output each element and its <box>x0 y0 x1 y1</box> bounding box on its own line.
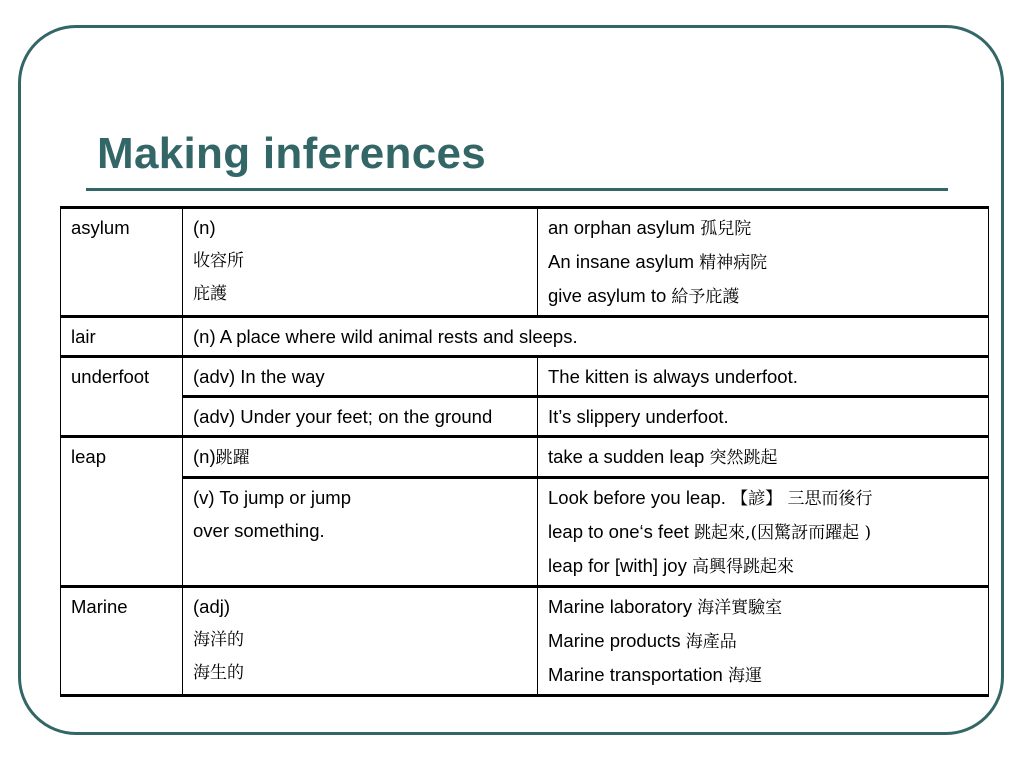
definition-text: (adv) In the way <box>193 366 325 387</box>
table-row <box>61 208 989 317</box>
example-line: It’s slippery underfoot. <box>548 406 729 427</box>
example-line: The kitten is always underfoot. <box>548 366 798 387</box>
word-label: leap <box>71 446 106 467</box>
example-cell <box>538 478 989 587</box>
example-line: take a sudden leap 突然跳起 <box>548 446 778 468</box>
example-line: leap for [with] joy 高興得跳起來 <box>548 555 794 577</box>
definition-text: (adv) Under your feet; on the ground <box>193 406 493 427</box>
example-line: leap to one‘s feet 跳起來,(因驚訝而躍起 ) <box>548 521 872 543</box>
table-row <box>61 357 989 397</box>
example-cell <box>538 437 989 478</box>
definition-text: (n)跳躍 <box>193 446 250 468</box>
definition-text: (v) To jump or jump <box>193 487 351 508</box>
slide-title: Making inferences <box>97 129 487 178</box>
chinese-meaning: 收容所 <box>193 251 244 271</box>
example-line: Marine laboratory 海洋實驗室 <box>548 596 783 618</box>
part-of-speech: (adj) <box>193 596 231 617</box>
word-label: underfoot <box>71 366 150 387</box>
table-row <box>61 397 989 437</box>
example-line: an orphan asylum 孤兒院 <box>548 217 752 239</box>
example-line: Marine transportation 海運 <box>548 664 762 686</box>
table-row <box>61 478 989 587</box>
example-cell <box>538 208 989 317</box>
word-cell-asylum <box>61 208 183 317</box>
definition-text: over something. <box>193 520 325 541</box>
example-cell <box>538 357 989 397</box>
title-underline <box>86 188 948 191</box>
example-line: An insane asylum 精神病院 <box>548 251 768 273</box>
chinese-meaning: 海洋的 <box>193 630 244 650</box>
definition-cell <box>183 208 538 317</box>
word-cell-marine <box>61 587 183 696</box>
example-line: give asylum to 給予庇護 <box>548 285 740 307</box>
example-cell <box>538 587 989 696</box>
chinese-meaning: 庇護 <box>193 284 227 304</box>
definition-cell <box>183 357 538 397</box>
table-row <box>61 587 989 696</box>
definition-cell <box>183 317 989 357</box>
word-cell-underfoot <box>61 357 183 437</box>
example-line: Look before you leap. 【諺】 三思而後行 <box>548 487 873 509</box>
table-row <box>61 317 989 357</box>
word-label: Marine <box>71 596 128 617</box>
chinese-meaning: 海生的 <box>193 663 244 683</box>
definition-cell <box>183 587 538 696</box>
word-label: lair <box>71 326 96 347</box>
definition-cell <box>183 397 538 437</box>
definition-cell <box>183 478 538 587</box>
word-cell-lair <box>61 317 183 357</box>
word-label: asylum <box>71 217 130 238</box>
table-row <box>61 437 989 478</box>
definition-text: (n) A place where wild animal rests and sleeps. <box>193 326 578 347</box>
example-cell <box>538 397 989 437</box>
example-line: Marine products 海產品 <box>548 630 737 652</box>
word-cell-leap <box>61 437 183 587</box>
vocabulary-table <box>60 206 989 697</box>
definition-cell <box>183 437 538 478</box>
part-of-speech: (n) <box>193 217 216 238</box>
